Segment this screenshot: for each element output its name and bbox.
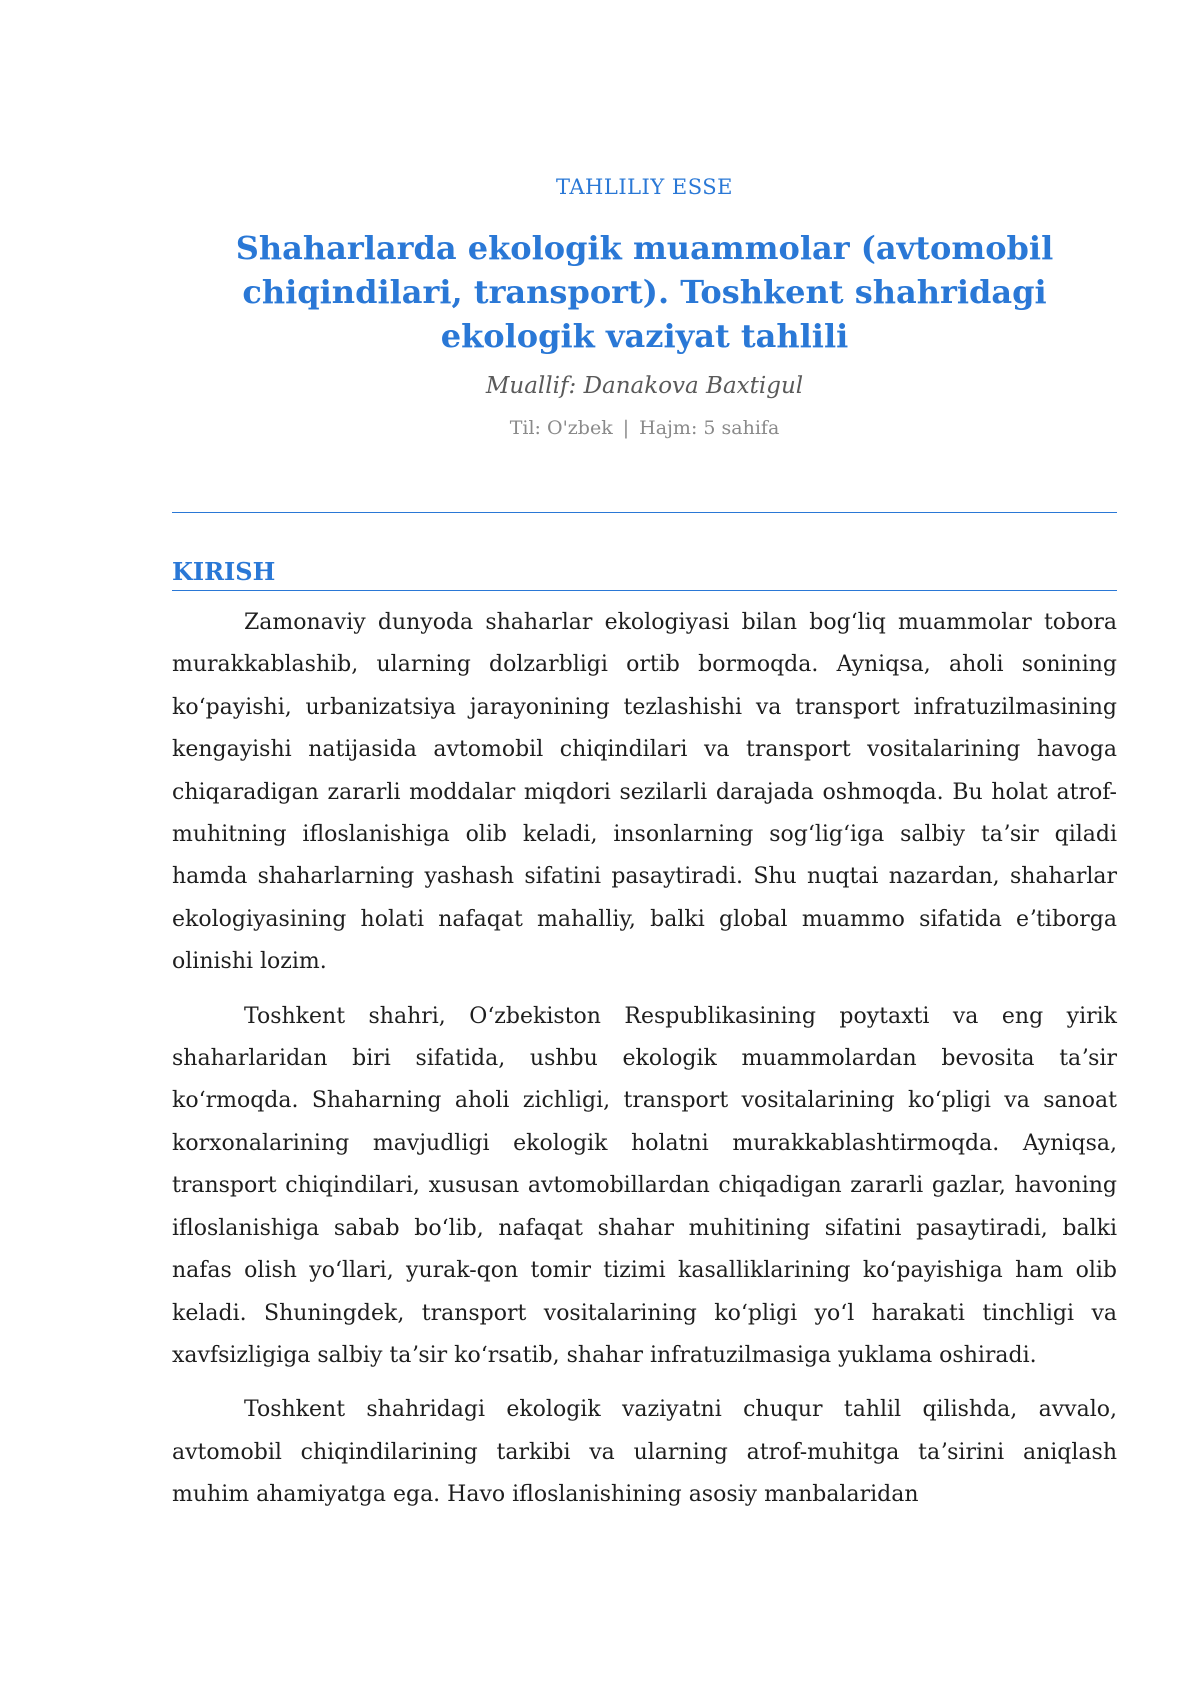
section-heading: KIRISH [172,557,1117,591]
meta-language: Til: O'zbek [509,417,613,439]
paragraph: Toshkent shahridagi ekologik vaziyatni chuqur tahlil qilishda, avvalo, avtomobil chiqindilarining tarkibi va ularning atrof-muhitga taʼsirini aniqlash muhim ahamiyatga ega. Havo ifloslanishining asosiy manbalaridan [172,1397,1117,1508]
paragraph: Zamonaviy dunyoda shaharlar ekologiyasi bilan bogʻliq muammolar tobora murakkablashib, ularning dolzarbligi ortib bormoqda. Ayniqsa, aholi sonining koʻpayishi, urbanizatsiya jarayonining tezlashishi va transport infratuzilmasining kengayishi natijasida avtomobil chiqindilari va transport vositalarining havoga chiqaradigan zararli moddalar miqdori sezilarli darajada oshmoqda. Bu holat atrof-muhitning ifloslanishiga olib keladi, insonlarning sogʻligʻiga salbiy taʼsir qiladi hamda shaharlarning yashash sifatini pasaytiradi. Shu nuqtai nazardan, shaharlar ekologiyasining holati nafaqat mahalliy, balki global muammo sifatida eʼtiborga olinishi lozim. [172,610,1117,975]
document-meta [172,417,1117,439]
document-author: Muallif: Danakova Baxtigul [485,373,804,399]
meta-volume: Hajm: 5 sahifa [639,417,780,439]
section-body [172,602,1117,1529]
header-divider [172,512,1117,513]
meta-separator: | [622,417,630,439]
document-type-label: TAHLILIY ESSE [556,175,733,199]
paragraph: Toshkent shahri, Oʻzbekiston Respublikasining poytaxti va eng yirik shaharlaridan biri sifatida, ushbu ekologik muammolardan bevosita taʼsir koʻrmoqda. Shaharning aholi zichligi, transport vositalarining koʻpligi va sanoat korxonalarining mavjudligi ekologik holatni murakkablashtirmoqda. Ayniqsa, transport chiqindilari, xususan avtomobillardan chiqadigan zararli gazlar, havoning ifloslanishiga sabab boʻlib, nafaqat shahar muhitining sifatini pasaytiradi, balki nafas olish yoʻllari, yurak-qon tomir tizimi kasalliklarining koʻpayishiga ham olib keladi. Shuningdek, transport vositalarining koʻpligi yoʻl harakati tinchligi va xavfsizligiga salbiy taʼsir koʻrsatib, shahar infratuzilmasiga yuklama oshiradi. [172,1003,1117,1368]
document-title: Shaharlarda ekologik muammolar (avtomobil chiqindilari, transport). Toshkent shahridagi ekologik vaziyat tahlili [235,229,1054,355]
